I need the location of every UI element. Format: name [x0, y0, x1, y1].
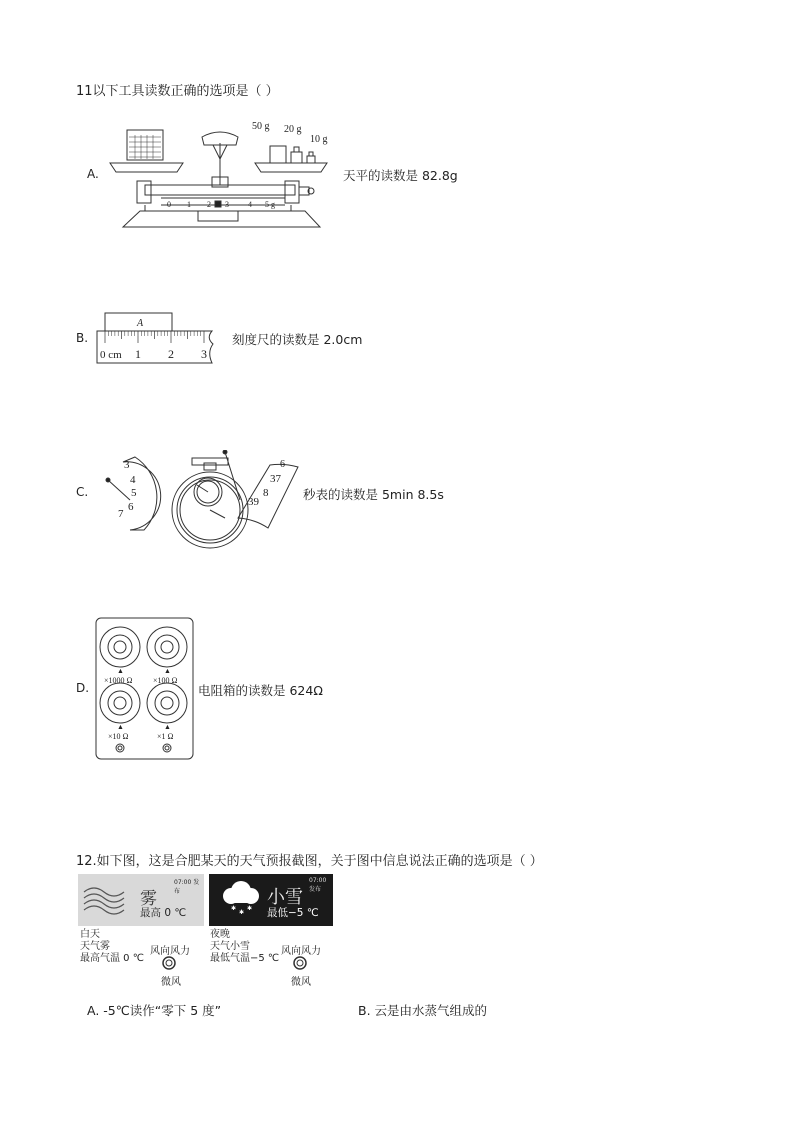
balance-scale-5: 5 g — [265, 200, 275, 209]
night-wind-value: 微风 — [291, 977, 311, 988]
balance-scale-3: 3 — [225, 200, 229, 209]
night-wind-label: 风向风力 — [281, 946, 321, 957]
weather-screenshot — [78, 874, 336, 988]
day-high-temp: 最高 0 ℃ — [140, 907, 187, 919]
night-line-weather: 天气小雪 — [210, 941, 250, 952]
night-weather-name: 小雪 — [267, 887, 303, 908]
balance-scale-1: 1 — [187, 200, 191, 209]
q12-option-b: B. 云是由水蒸气组成的 — [358, 1003, 488, 1018]
svg-text:▲: ▲ — [164, 723, 171, 731]
option-c-letter: C. — [76, 485, 89, 499]
option-c-text: 秒表的读数是 5min 8.5s — [303, 487, 444, 502]
option-a-text: 天平的读数是 82.8g — [343, 168, 458, 183]
night-label: 夜晚 — [210, 929, 230, 940]
day-details — [80, 929, 144, 965]
weight-label-50: 50 g — [252, 121, 270, 132]
day-label: 白天 — [80, 929, 100, 940]
svg-text:▲: ▲ — [164, 667, 171, 675]
multiplier-100: ×100 Ω — [153, 676, 178, 685]
stopwatch-min-3: 3 — [124, 459, 130, 471]
day-weather-panel — [78, 874, 204, 926]
fog-icon — [82, 884, 126, 918]
stopwatch-min-4: 4 — [130, 474, 136, 486]
night-line-temp: 最低气温−5 ℃ — [210, 953, 280, 964]
stopwatch-sec-8: 8 — [263, 487, 269, 499]
day-wind-value: 微风 — [161, 977, 181, 988]
option-b-letter: B. — [76, 331, 89, 345]
svg-text:✱: ✱ — [231, 906, 237, 912]
svg-text:✱: ✱ — [247, 906, 253, 912]
weight-label-10: 10 g — [310, 134, 328, 145]
option-d-letter: D. — [76, 681, 90, 695]
ruler-figure — [95, 310, 225, 366]
svg-text:▲: ▲ — [117, 667, 124, 675]
night-publish-time: 07:00 发布 — [309, 877, 327, 893]
stopwatch-min-5: 5 — [131, 487, 137, 499]
option-d-text: 电阻箱的读数是 624Ω — [198, 683, 323, 698]
svg-text:▲: ▲ — [117, 723, 124, 731]
stopwatch-sec-39: 39 — [248, 496, 259, 508]
ruler-label-1: 1 — [135, 347, 141, 361]
day-line-temp: 最高气温 0 ℃ — [80, 953, 144, 964]
night-weather-panel — [209, 874, 333, 926]
day-weather-name: 雾 — [140, 889, 157, 909]
multiplier-10: ×10 Ω — [108, 732, 129, 741]
ruler-label-3: 3 — [201, 347, 207, 361]
night-low-temp: 最低−5 ℃ — [267, 907, 319, 919]
multiplier-1000: ×1000 Ω — [104, 676, 133, 685]
option-a-letter: A. — [87, 167, 99, 181]
ruler-label-0: 0 cm — [100, 349, 122, 361]
multiplier-1: ×1 Ω — [157, 732, 174, 741]
weight-label-20: 20 g — [284, 124, 302, 135]
option-b-text: 刻度尺的读数是 2.0cm — [232, 332, 363, 347]
stopwatch-sec-37: 37 — [270, 473, 281, 485]
day-wind-icon — [161, 955, 177, 971]
balance-figure — [105, 115, 330, 233]
snow-cloud-icon — [217, 878, 263, 918]
balance-scale-4: 4 — [248, 200, 252, 209]
night-wind-icon — [292, 955, 308, 971]
stopwatch-min-7: 7 — [118, 508, 124, 520]
night-details — [210, 929, 279, 965]
question-11-title: 11以下工具读数正确的选项是（ ） — [76, 84, 279, 99]
balance-scale-0: 0 — [167, 200, 171, 209]
ruler-block-label: A — [137, 318, 144, 329]
day-line-weather: 天气雾 — [80, 941, 110, 952]
day-wind-label: 风向风力 — [150, 946, 190, 957]
day-publish-time: 07:00 发布 — [174, 879, 200, 895]
question-12-title: 12.如下图，这是合肥某天的天气预报截图，关于图中信息说法正确的选项是（ ） — [76, 854, 543, 869]
ruler-label-2: 2 — [168, 347, 174, 361]
stopwatch-min-6: 6 — [128, 501, 134, 513]
q12-option-a: A. -5℃读作“零下 5 度” — [87, 1003, 222, 1018]
svg-text:✱: ✱ — [239, 910, 245, 916]
resistor-box-figure — [95, 617, 195, 761]
stopwatch-figure — [100, 450, 305, 550]
balance-scale-2: 2 — [207, 200, 211, 209]
stopwatch-sec-6: 6 — [280, 459, 285, 470]
